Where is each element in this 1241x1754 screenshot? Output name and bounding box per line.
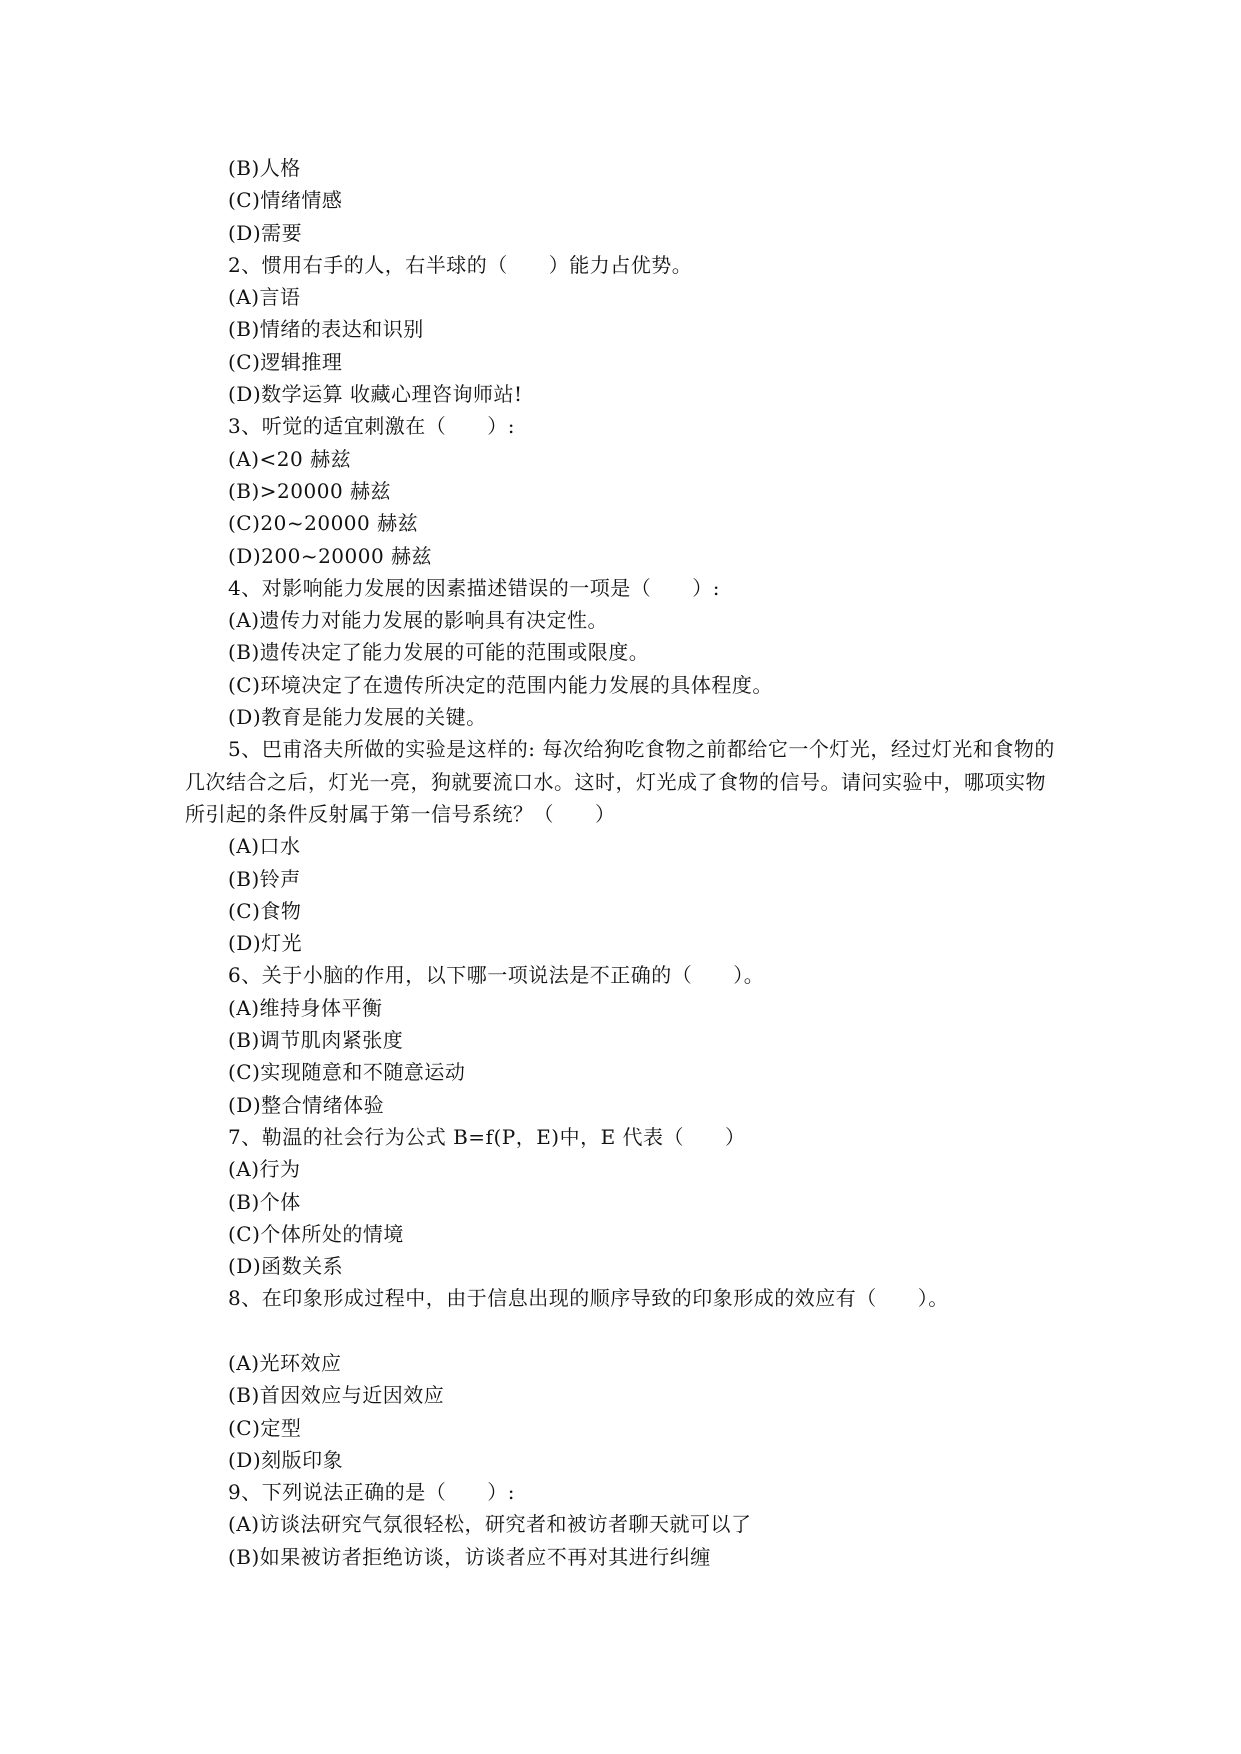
option-c-q3: (C)20~20000 赫兹	[228, 511, 419, 536]
option-a-q9: (A)访谈法研究气氛很轻松，研究者和被访者聊天就可以了	[228, 1512, 752, 1537]
option-b-q1: (B)人格	[228, 156, 301, 180]
option-c-q4: (C)环境决定了在遗传所决定的范围内能力发展的具体程度。	[228, 672, 773, 697]
option-c-q1: (C)情绪情感	[228, 188, 343, 213]
question-4: 4、对影响能力发展的因素描述错误的一项是（ ）:	[228, 575, 720, 600]
option-a-q5: (A)口水	[228, 834, 301, 859]
option-d-q6: (D)整合情绪体验	[228, 1092, 385, 1117]
question-9: 9、下列说法正确的是（ ）:	[228, 1480, 515, 1505]
option-d-q8: (D)刻版印象	[228, 1447, 344, 1472]
question-7: 7、勒温的社会行为公式 B=f(P，E)中，E 代表（ ）	[228, 1124, 746, 1149]
option-a-q8: (A)光环效应	[228, 1350, 342, 1375]
option-b-q6: (B)调节肌肉紧张度	[228, 1028, 404, 1053]
option-c-q5: (C)食物	[228, 898, 302, 923]
blank-line	[185, 1315, 1065, 1347]
option-d-q4: (D)教育是能力发展的关键。	[228, 705, 487, 730]
option-d-q7: (D)函数关系	[228, 1254, 344, 1279]
option-b-q5: (B)铃声	[228, 866, 301, 891]
question-8: 8、在印象形成过程中，由于信息出现的顺序导致的印象形成的效应有（ ）。	[228, 1286, 949, 1311]
option-b-q3: (B)>20000 赫兹	[228, 478, 392, 503]
option-d-q5: (D)灯光	[228, 931, 303, 956]
option-a-q3: (A)<20 赫兹	[228, 446, 352, 471]
option-d-q3: (D)200~20000 赫兹	[228, 543, 433, 568]
option-b-q4: (B)遗传决定了能力发展的可能的范围或限度。	[228, 640, 650, 665]
option-a-q7: (A)行为	[228, 1157, 301, 1182]
option-a-q4: (A)遗传力对能力发展的影响具有决定性。	[228, 608, 609, 633]
option-d-q2: (D)数学运算 收藏心理咨询师站!	[228, 382, 523, 407]
option-b-q9: (B)如果被访者拒绝访谈，访谈者应不再对其进行纠缠	[228, 1544, 711, 1569]
option-d-q1: (D)需要	[228, 220, 303, 245]
option-a-q6: (A)维持身体平衡	[228, 995, 383, 1020]
option-c-q6: (C)实现随意和不随意运动	[228, 1060, 466, 1085]
option-b-q8: (B)首因效应与近因效应	[228, 1383, 445, 1408]
question-3: 3、听觉的适宜刺激在（ ）:	[228, 414, 515, 439]
option-c-q7: (C)个体所处的情境	[228, 1221, 404, 1246]
option-c-q2: (C)逻辑推理	[228, 349, 343, 374]
document-body	[185, 152, 1065, 1573]
question-6: 6、关于小脑的作用，以下哪一项说法是不正确的（ ）。	[228, 963, 765, 988]
question-2: 2、惯用右手的人，右半球的（ ）能力占优势。	[228, 252, 693, 277]
question-5: 5、巴甫洛夫所做的实验是这样的: 每次给狗吃食物之前都给它一个灯光，经过灯光和食物的几次结合之后，灯光一亮，狗就要流口水。这时，灯光成了食物的信号。请问实验中，哪项实物所引起的条件反射属于第一信号系统？（ ）	[185, 737, 1055, 826]
option-a-q2: (A)言语	[228, 285, 301, 310]
option-b-q2: (B)情绪的表达和识别	[228, 317, 424, 342]
option-c-q8: (C)定型	[228, 1415, 302, 1440]
option-b-q7: (B)个体	[228, 1189, 301, 1214]
